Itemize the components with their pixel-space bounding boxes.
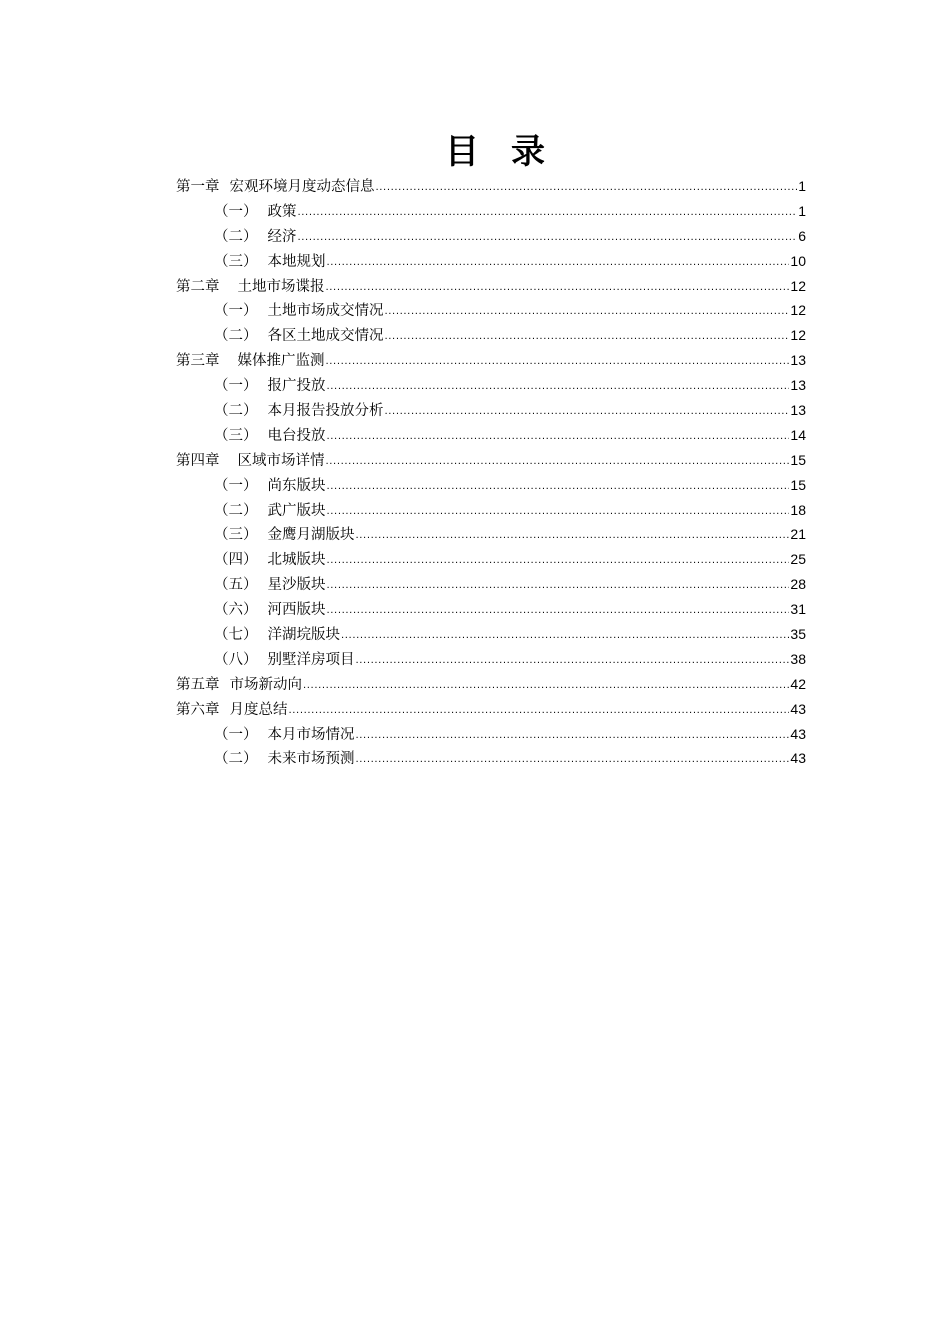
toc-entry-number: （二） bbox=[214, 403, 258, 420]
toc-dot-leader bbox=[298, 208, 798, 218]
toc-entry-number: （六） bbox=[214, 602, 258, 619]
toc-entry-number: （一） bbox=[214, 303, 258, 320]
toc-dot-leader bbox=[298, 233, 798, 243]
toc-entry-number: （三） bbox=[214, 427, 258, 444]
toc-dot-leader bbox=[327, 581, 790, 591]
toc-entry-text: 各区土地成交情况 bbox=[267, 328, 384, 345]
toc-title bbox=[0, 128, 950, 176]
toc-entry-label bbox=[214, 250, 326, 275]
toc-entry-text: 星沙版块 bbox=[267, 577, 326, 594]
toc-entry-number: 第六章 bbox=[176, 701, 220, 718]
toc-section-entry[interactable] bbox=[176, 323, 806, 348]
toc-section-entry[interactable] bbox=[176, 498, 806, 523]
toc-dot-leader bbox=[327, 507, 790, 517]
toc-entry-label bbox=[176, 275, 325, 300]
toc-entry-text: 宏观环境月度动态信息 bbox=[229, 179, 375, 195]
toc-entry-text: 经济 bbox=[267, 228, 297, 245]
toc-entry-number: （五） bbox=[214, 577, 258, 594]
toc-entry-number: 第三章 bbox=[176, 353, 220, 370]
toc-page-number: 6 bbox=[798, 227, 806, 244]
toc-dot-leader bbox=[327, 606, 790, 616]
toc-entry-text: 尚东版块 bbox=[267, 477, 326, 494]
toc-entry-number: （二） bbox=[214, 751, 258, 768]
toc-dot-leader bbox=[327, 556, 790, 566]
toc-dot-leader bbox=[326, 283, 790, 293]
toc-entry-number: （三） bbox=[214, 527, 258, 544]
toc-section-entry[interactable] bbox=[176, 199, 806, 224]
toc-section-entry[interactable] bbox=[176, 547, 806, 572]
toc-entry-label bbox=[214, 747, 355, 772]
toc-section-entry[interactable] bbox=[176, 622, 806, 647]
toc-page-number: 18 bbox=[790, 501, 806, 518]
toc-section-entry[interactable] bbox=[176, 572, 806, 597]
toc-entry-number: （二） bbox=[214, 228, 258, 245]
toc-chapter-entry[interactable] bbox=[176, 448, 806, 473]
toc-entry-label bbox=[176, 673, 302, 698]
toc-section-entry[interactable] bbox=[176, 746, 806, 771]
toc-page-number: 42 bbox=[790, 675, 806, 692]
toc-page-number: 43 bbox=[790, 700, 806, 717]
toc-entry-label bbox=[214, 523, 355, 548]
toc-entry-text: 报广投放 bbox=[267, 378, 326, 395]
toc-dot-leader bbox=[327, 382, 790, 392]
toc-dot-leader bbox=[356, 531, 790, 541]
toc-entry-number: （七） bbox=[214, 627, 258, 644]
toc-entry-label bbox=[214, 424, 326, 449]
toc-entry-number: （一） bbox=[214, 378, 258, 395]
toc-page-number: 31 bbox=[790, 601, 806, 618]
toc-page-number: 15 bbox=[790, 451, 806, 468]
toc-dot-leader bbox=[289, 706, 790, 716]
toc-entry-label bbox=[176, 698, 288, 723]
toc-dot-leader bbox=[327, 482, 790, 492]
toc-chapter-entry[interactable] bbox=[176, 672, 806, 697]
toc-section-entry[interactable] bbox=[176, 722, 806, 747]
toc-entry-text: 洋湖垸版块 bbox=[267, 627, 340, 644]
toc-dot-leader bbox=[327, 432, 790, 442]
toc-dot-leader bbox=[356, 656, 790, 666]
toc-entry-label bbox=[214, 723, 355, 748]
toc-entry-text: 未来市场预测 bbox=[267, 751, 355, 768]
toc-entry-label bbox=[214, 324, 384, 349]
toc-entry-label bbox=[214, 299, 384, 324]
toc-entry-text: 北城版块 bbox=[267, 552, 326, 569]
toc-page-number: 1 bbox=[798, 202, 806, 219]
toc-entry-text: 区域市场详情 bbox=[237, 452, 325, 469]
toc-chapter-entry[interactable] bbox=[176, 274, 806, 299]
toc-chapter-entry[interactable] bbox=[176, 697, 806, 722]
toc-page-number: 12 bbox=[790, 327, 806, 344]
toc-entry-label bbox=[176, 349, 325, 374]
toc-chapter-entry[interactable] bbox=[176, 174, 806, 199]
toc-entry-label bbox=[214, 598, 326, 623]
toc-entry-label bbox=[214, 225, 297, 250]
toc-entry-text: 土地市场成交情况 bbox=[267, 303, 384, 320]
toc-entry-number: （一） bbox=[214, 203, 258, 220]
toc-entry-number: （一） bbox=[214, 477, 258, 494]
toc-entry-label bbox=[214, 200, 297, 225]
toc-entry-number: 第五章 bbox=[176, 676, 220, 693]
toc-dot-leader bbox=[327, 258, 790, 268]
toc-section-entry[interactable] bbox=[176, 224, 806, 249]
toc-page-number: 12 bbox=[790, 302, 806, 319]
toc-page-number: 28 bbox=[790, 576, 806, 593]
toc-entry-text: 武广版块 bbox=[267, 502, 326, 519]
toc-entry-text: 政策 bbox=[267, 203, 297, 220]
toc-section-entry[interactable] bbox=[176, 423, 806, 448]
toc-entry-label bbox=[214, 374, 326, 399]
toc-dot-leader bbox=[356, 755, 790, 765]
toc-entry-number: （四） bbox=[214, 552, 258, 569]
toc-dot-leader bbox=[326, 457, 790, 467]
toc-dot-leader bbox=[341, 631, 789, 641]
toc-dot-leader bbox=[385, 407, 790, 417]
toc-page-number: 21 bbox=[790, 526, 806, 543]
toc-entry-label bbox=[214, 399, 384, 424]
toc-entry-number: 第二章 bbox=[176, 278, 220, 295]
toc-entry-text: 金鹰月湖版块 bbox=[267, 527, 355, 544]
toc-page-number: 25 bbox=[790, 551, 806, 568]
toc-section-entry[interactable] bbox=[176, 597, 806, 622]
toc-page-number: 38 bbox=[790, 650, 806, 667]
toc-entry-label bbox=[214, 648, 355, 673]
toc-entry-text: 本地规划 bbox=[267, 253, 326, 270]
toc-dot-leader bbox=[303, 681, 789, 691]
toc-section-entry[interactable] bbox=[176, 398, 806, 423]
toc-chapter-entry[interactable] bbox=[176, 348, 806, 373]
toc-page-number: 1 bbox=[798, 178, 806, 194]
toc-page-number: 13 bbox=[790, 352, 806, 369]
toc-page-number: 43 bbox=[790, 725, 806, 742]
toc-title-char-1: 目 bbox=[445, 132, 479, 172]
toc-entry-label bbox=[214, 573, 326, 598]
toc-entry-text: 媒体推广监测 bbox=[237, 353, 325, 370]
toc-dot-leader bbox=[356, 731, 790, 741]
toc-section-entry[interactable] bbox=[176, 298, 806, 323]
toc-entry-text: 别墅洋房项目 bbox=[267, 651, 355, 668]
toc-dot-leader bbox=[385, 332, 790, 342]
toc-entry-text: 河西版块 bbox=[267, 602, 326, 619]
toc-entry-number: （二） bbox=[214, 502, 258, 519]
toc-entry-label bbox=[176, 449, 325, 474]
toc-section-entry[interactable] bbox=[176, 473, 806, 498]
toc-entry-label bbox=[176, 175, 375, 200]
toc-page-number: 43 bbox=[790, 750, 806, 767]
toc-section-entry[interactable] bbox=[176, 249, 806, 274]
toc-section-entry[interactable] bbox=[176, 373, 806, 398]
toc-entry-number: （二） bbox=[214, 328, 258, 345]
toc-entry-label bbox=[214, 623, 340, 648]
toc-title-char-2: 录 bbox=[511, 132, 545, 172]
toc-entry-number: （八） bbox=[214, 651, 258, 668]
toc-page-number: 13 bbox=[790, 377, 806, 394]
toc-page-number: 13 bbox=[790, 402, 806, 419]
toc-entry-number: 第四章 bbox=[176, 452, 220, 469]
toc-page-number: 12 bbox=[790, 277, 806, 294]
toc-page-number: 10 bbox=[790, 252, 806, 269]
toc-section-entry[interactable] bbox=[176, 522, 806, 547]
toc-entry-text: 土地市场谍报 bbox=[237, 278, 325, 295]
toc-entry-text: 本月市场情况 bbox=[267, 726, 355, 743]
toc-entry-text: 月度总结 bbox=[229, 701, 288, 718]
toc-entry-number: （三） bbox=[214, 253, 258, 270]
toc-entry-text: 本月报告投放分析 bbox=[267, 403, 384, 420]
toc-entry-number: （一） bbox=[214, 726, 258, 743]
toc-page-number: 15 bbox=[790, 476, 806, 493]
toc-page-number: 14 bbox=[790, 426, 806, 443]
toc-entry-number: 第一章 bbox=[176, 179, 220, 195]
toc-entry-text: 市场新动向 bbox=[229, 676, 302, 693]
table-of-contents bbox=[176, 174, 806, 771]
toc-entry-label bbox=[214, 548, 326, 573]
toc-section-entry[interactable] bbox=[176, 647, 806, 672]
toc-dot-leader bbox=[385, 307, 790, 317]
toc-entry-text: 电台投放 bbox=[267, 427, 326, 444]
toc-entry-label bbox=[214, 499, 326, 524]
toc-entry-label bbox=[214, 474, 326, 499]
toc-dot-leader bbox=[326, 357, 790, 367]
toc-page-number: 35 bbox=[790, 626, 806, 643]
toc-dot-leader bbox=[376, 183, 798, 193]
